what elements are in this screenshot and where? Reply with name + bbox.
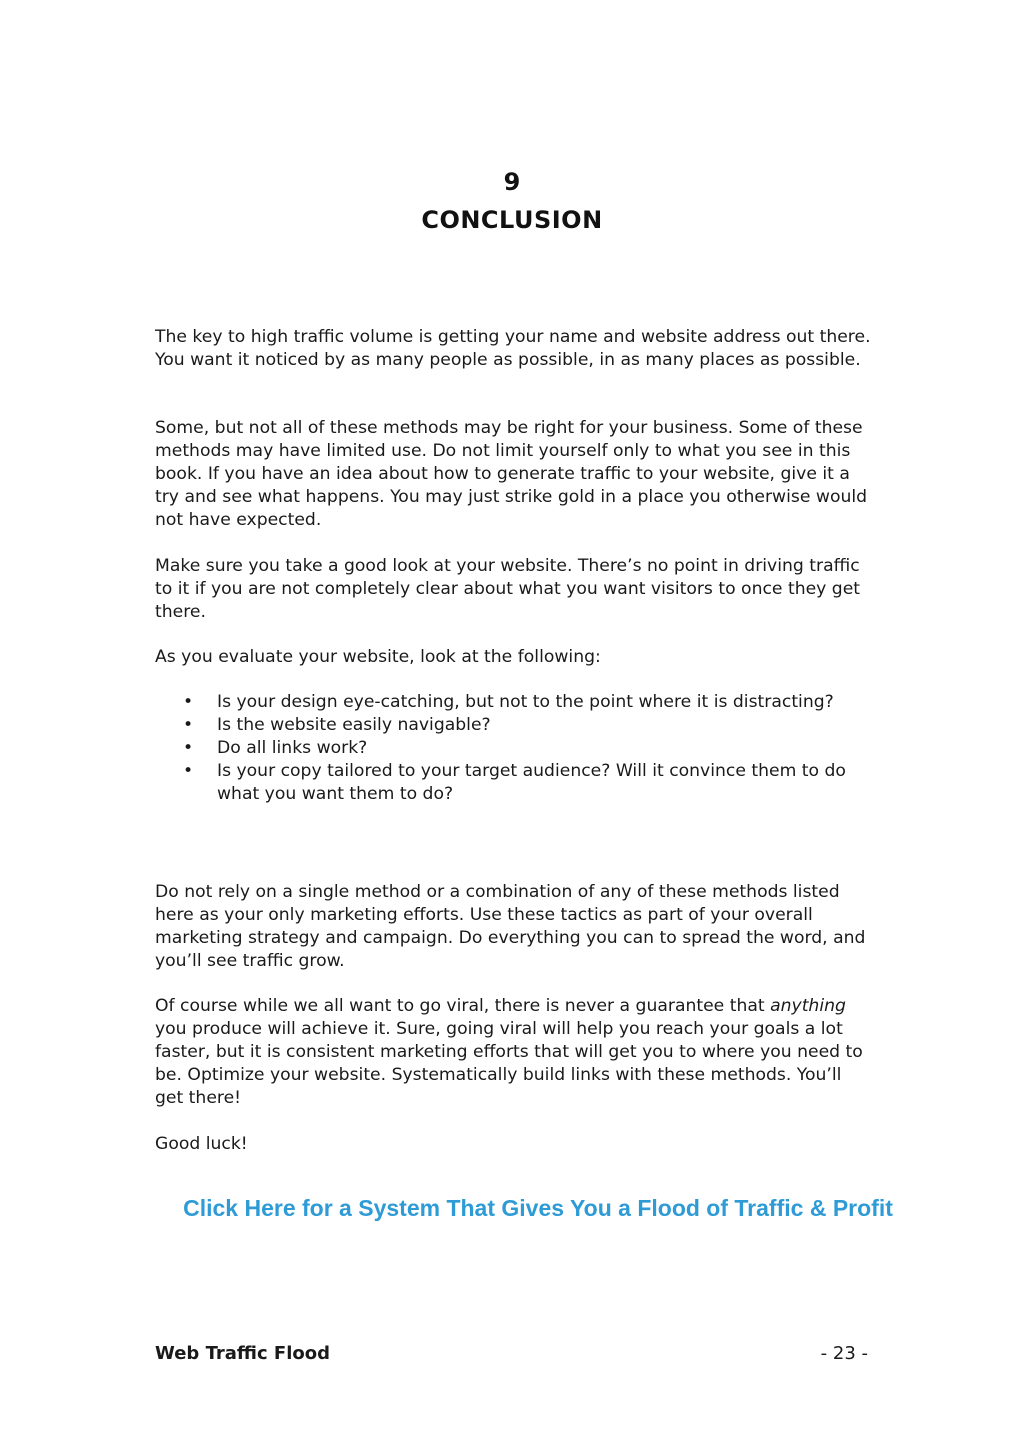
paragraph-evaluate (155, 646, 875, 691)
text-run: Of course while we all want to go viral, there is never a guarantee that (155, 996, 771, 1016)
footer-book-title: Web Traffic Flood (155, 1343, 330, 1364)
bullet-icon: • (183, 738, 194, 758)
bullet-icon: • (183, 761, 194, 781)
emphasis-text: anything (770, 996, 846, 1016)
paragraph-text: Do not rely on a single method or a combination of any of these methods listed here as your only marketing efforts. Use these tactics as part of your overall marketing strategy and campaign. Do everything you can to spread the word, and you’ll see traffic grow. (155, 882, 866, 971)
list-item (155, 691, 875, 714)
paragraph-text: Some, but not all of these methods may be right for your business. Some of these methods may have limited use. Do not limit yourself only to what you see in this book. If you have an idea about how to generate traffic to your website, give it a try and see what happens. You may just strike gold in a place you otherwise would not have expected. (155, 418, 868, 530)
chapter-title: CONCLUSION (421, 206, 603, 234)
checklist (155, 691, 875, 806)
paragraph-methods (155, 417, 875, 554)
list-item-text: Do all links work? (217, 738, 368, 758)
paragraph-good-luck (155, 1133, 875, 1178)
paragraph-website-look (155, 555, 875, 646)
chapter-number: 9 (503, 168, 521, 196)
paragraph-text: The key to high traffic volume is getting your name and website address out there. You want it noticed by as many people as possible, in as many places as possible. (155, 327, 871, 370)
list-item-text: Is your copy tailored to your target audience? Will it convince them to do what you want them to do? (217, 761, 846, 804)
bullet-icon: • (183, 715, 194, 735)
bullet-icon: • (183, 692, 194, 712)
paragraph-viral (155, 995, 875, 1132)
paragraph-intro (155, 326, 875, 394)
list-item-text: Is the website easily navigable? (217, 715, 491, 735)
text-run: you produce will achieve it. Sure, going viral will help you reach your goals a lot faster, but it is consistent marketing efforts that will get you to where you need to be. Optimize your website. Systematically build links with these methods. You’ll get there! (155, 1019, 863, 1108)
list-item (155, 714, 875, 737)
cta-link[interactable]: Click Here for a System That Gives You a Flood of Traffic & Profit (183, 1195, 893, 1221)
footer-page-number: - 23 - (820, 1343, 868, 1364)
list-item (155, 737, 875, 760)
paragraph-text: Make sure you take a good look at your website. There’s no point in driving traffic to it if you are not completely clear about what you want visitors to once they get there. (155, 556, 861, 622)
paragraph-text: Good luck! (155, 1134, 248, 1154)
paragraph-text (155, 995, 875, 1110)
list-item (155, 760, 875, 806)
paragraph-text: As you evaluate your website, look at the following: (155, 647, 601, 667)
list-item-text: Is your design eye-catching, but not to the point where it is distracting? (217, 692, 834, 712)
paragraph-single-method (155, 881, 875, 995)
